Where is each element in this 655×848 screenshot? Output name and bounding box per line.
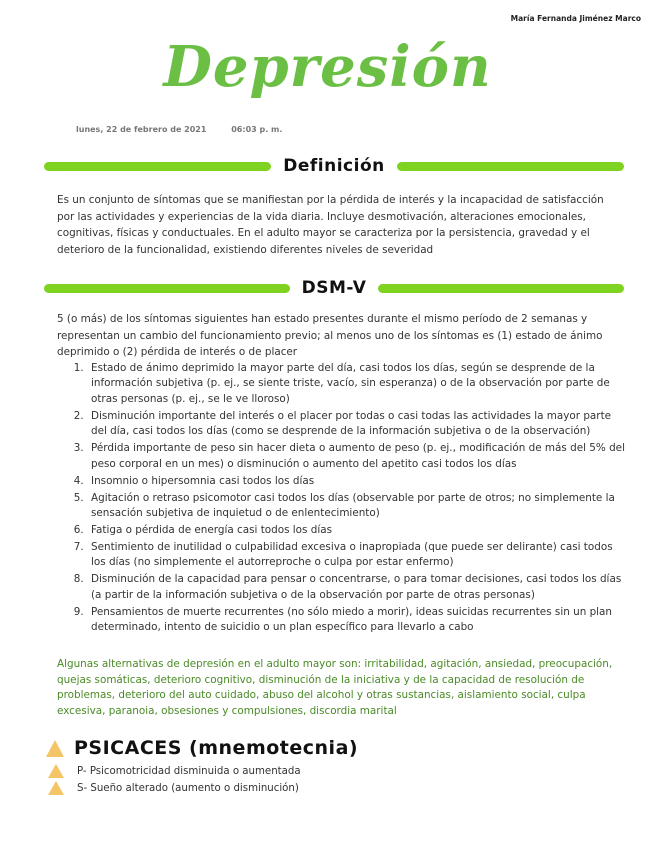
- definicion-heading: Definición: [283, 156, 385, 176]
- dsm-criteria-list: [70, 361, 627, 637]
- dsm-heading: DSM-V: [301, 278, 367, 298]
- divider-bar-right: [378, 284, 624, 293]
- definicion-text: Es un conjunto de síntomas que se manifiestan por la pérdida de interés y la incapacidad de satisfacción por las actividades y experiencias de la vida diaria. Incluye desmotivación, alteraciones emocionales, cognitivas, físicas y conductuales. En el adulto mayor se caracteriza por la persistencia, gravedad y el deterioro de la funcionalidad, existiendo diferentes niveles de severidad: [57, 194, 604, 256]
- page-title: Depresión: [163, 34, 492, 100]
- dsm-header: [44, 277, 624, 299]
- note-date: lunes, 22 de febrero de 2021: [76, 125, 207, 134]
- author-name: María Fernanda Jiménez Marco: [510, 14, 641, 23]
- divider-bar-right: [397, 162, 624, 171]
- definicion-header: [44, 155, 624, 177]
- criterion-item: 2. Disminución importante del interés o el placer por todas o casi todas las actividades la mayor parte del día, casi todos los días (como se desprende de la información subjetiva o de la observación): [87, 409, 627, 440]
- psicaces-item-text: S- Sueño alterado (aumento o disminución): [77, 782, 299, 794]
- psicaces-item: [48, 764, 301, 778]
- note-time: 06:03 p. m.: [231, 125, 283, 134]
- dsm-intro-text: 5 (o más) de los síntomas siguientes han estado presentes durante el mismo período de 2 semanas y representan un cambio del funcionamiento previo; al menos uno de los síntomas es (1) estado de ánimo deprimido o (2) pérdida de interés o de placer: [57, 313, 603, 359]
- note-metadata: [76, 125, 304, 134]
- criterion-item: 6. Fatiga o pérdida de energía casi todos los días: [87, 523, 627, 538]
- divider-bar-left: [44, 284, 290, 293]
- psicaces-header: [46, 737, 358, 759]
- criterion-item: 3. Pérdida importante de peso sin hacer dieta o aumento de peso (p. ej., modificación de más del 5% del peso corporal en un mes) o disminución o aumento del apetito casi todos los días: [87, 441, 627, 472]
- triangle-icon: [46, 740, 64, 757]
- criterion-item: 9. Pensamientos de muerte recurrentes (no sólo miedo a morir), ideas suicidas recurrentes sin un plan determinado, intento de suicidio o un plan específico para llevarlo a cabo: [87, 605, 627, 636]
- criterion-item: 1. Estado de ánimo deprimido la mayor parte del día, casi todos los días, según se desprende de la información subjetiva (p. ej., se siente triste, vacío, sin esperanza) o de la observación por parte de otras personas (p. ej., se le ve lloroso): [87, 361, 627, 407]
- triangle-icon: [48, 781, 64, 795]
- psicaces-item: [48, 781, 299, 795]
- psicaces-item-text: P- Psicomotricidad disminuida o aumentada: [77, 765, 301, 777]
- triangle-icon: [48, 764, 64, 778]
- divider-bar-left: [44, 162, 271, 171]
- criterion-item: 8. Disminución de la capacidad para pensar o concentrarse, o para tomar decisiones, casi todos los días (a partir de la información subjetiva o de la observación por parte de otras personas): [87, 572, 627, 603]
- criterion-item: 4. Insomnio o hipersomnia casi todos los días: [87, 474, 627, 489]
- alternatives-text: Algunas alternativas de depresión en el adulto mayor son: irritabilidad, agitación, ansiedad, preocupación, quejas somáticas, deterioro cognitivo, disminución de la iniciativa y de la capacidad de resolución de problemas, deterioro del auto cuidado, abuso del alcohol y otras sustancias, aislamiento social, culpa excesiva, paranoia, obsesiones y compulsiones, discordia marital: [57, 658, 613, 717]
- criterion-item: 5. Agitación o retraso psicomotor casi todos los días (observable por parte de otros; no simplemente la sensación subjetiva de inquietud o de enlentecimiento): [87, 491, 627, 522]
- psicaces-heading: PSICACES (mnemotecnia): [74, 737, 359, 759]
- criterion-item: 7. Sentimiento de inutilidad o culpabilidad excesiva o inapropiada (que puede ser delirante) casi todos los días (no simplemente el autorreproche o culpa por estar enfermo): [87, 540, 627, 571]
